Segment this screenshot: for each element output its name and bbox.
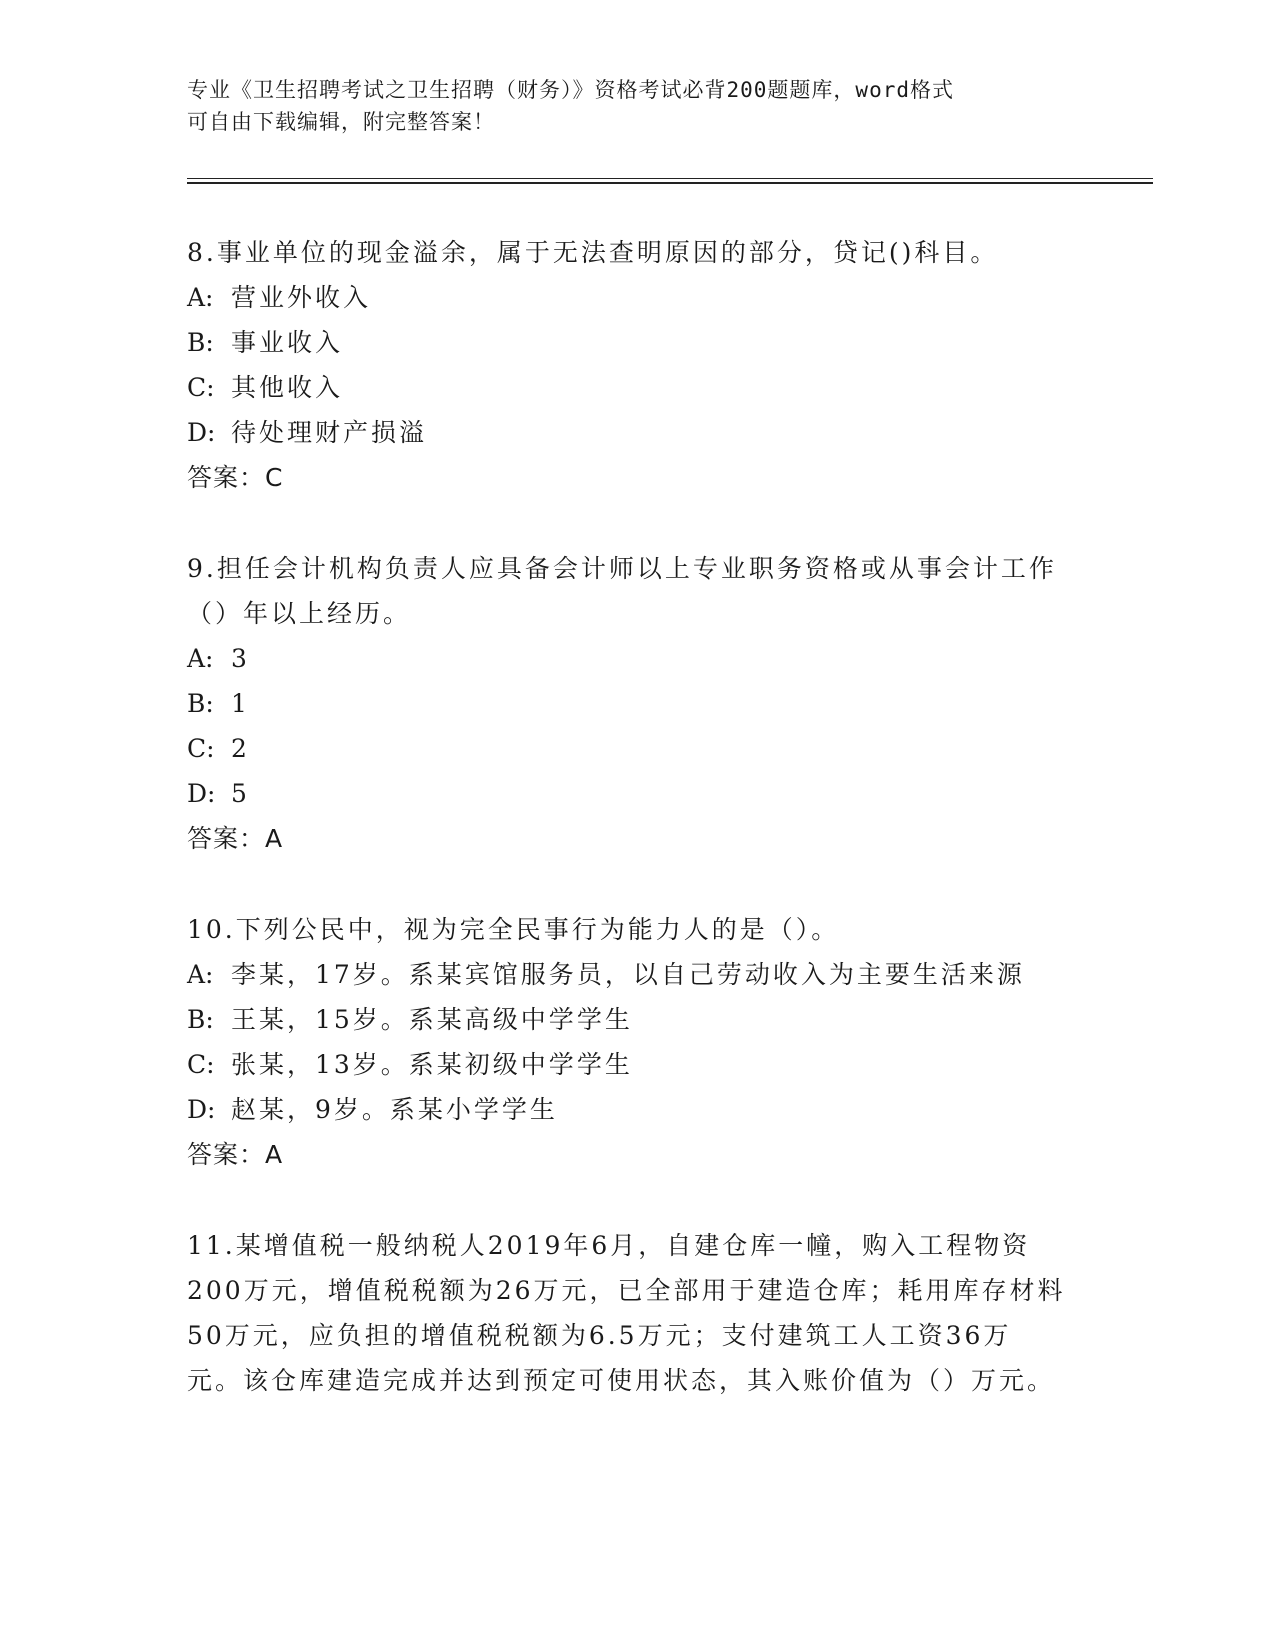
- question-item: [187, 1223, 1067, 1403]
- question-item: [187, 907, 1067, 1177]
- option-letter: C:: [187, 734, 215, 763]
- question-stem: 10.下列公民中，视为完全民事行为能力人的是（）。: [187, 915, 840, 944]
- option-b: [187, 681, 1067, 726]
- option-a: [187, 636, 1067, 681]
- option-letter: C:: [187, 1050, 215, 1079]
- option-d: [187, 771, 1067, 816]
- option-text: 待处理财产损溢: [231, 418, 428, 447]
- option-a: [187, 952, 1067, 997]
- option-letter: A:: [187, 960, 214, 989]
- document-header: [187, 74, 1067, 138]
- option-letter: A:: [187, 644, 214, 673]
- option-text: 赵某，9岁。系某小学学生: [231, 1095, 558, 1124]
- question-stem: 11.某增值税一般纳税人2019年6月，自建仓库一幢，购入工程物资200万元，增值税税额为26万元，已全部用于建造仓库；耗用库存材料50万元，应负担的增值税税额为6.5万元；支付建筑工人工资36万元。该仓库建造完成并达到预定可使用状态，其入账价值为（）万元。: [187, 1231, 1066, 1395]
- question-item: [187, 546, 1067, 861]
- option-c: [187, 365, 1067, 410]
- header-divider-thin: [187, 178, 1153, 179]
- option-text: 张某，13岁。系某初级中学学生: [231, 1050, 633, 1079]
- option-c: [187, 726, 1067, 771]
- answer-line: 答案：A: [187, 824, 284, 853]
- option-b: [187, 997, 1067, 1042]
- option-letter: B:: [187, 689, 214, 718]
- option-text: 李某，17岁。系某宾馆服务员，以自己劳动收入为主要生活来源: [231, 960, 1025, 989]
- option-c: [187, 1042, 1067, 1087]
- option-text: 1: [231, 689, 250, 718]
- option-text: 3: [231, 644, 250, 673]
- option-text: 王某，15岁。系某高级中学学生: [231, 1005, 633, 1034]
- option-d: [187, 410, 1067, 455]
- option-letter: C:: [187, 373, 215, 402]
- header-title-line-1: 专业《卫生招聘考试之卫生招聘（财务）》资格考试必背200题题库，word格式: [187, 78, 954, 102]
- question-item: [187, 230, 1067, 500]
- option-letter: B:: [187, 1005, 214, 1034]
- option-b: [187, 320, 1067, 365]
- option-text: 2: [231, 734, 250, 763]
- option-text: 营业外收入: [231, 283, 372, 312]
- question-stem: 8.事业单位的现金溢余，属于无法查明原因的部分，贷记()科目。: [187, 238, 999, 267]
- question-stem: 9.担任会计机构负责人应具备会计师以上专业职务资格或从事会计工作（）年以上经历。: [187, 554, 1057, 628]
- question-list: [187, 230, 1067, 1449]
- option-letter: D:: [187, 1095, 216, 1124]
- option-letter: B:: [187, 328, 214, 357]
- answer-line: 答案：C: [187, 463, 284, 492]
- header-title-line-2: 可自由下载编辑，附完整答案！: [187, 110, 495, 134]
- option-letter: A:: [187, 283, 214, 312]
- option-text: 5: [231, 779, 250, 808]
- header-divider-thick: [187, 182, 1153, 184]
- option-text: 其他收入: [231, 373, 344, 402]
- answer-line: 答案：A: [187, 1140, 284, 1169]
- option-a: [187, 275, 1067, 320]
- option-d: [187, 1087, 1067, 1132]
- option-letter: D:: [187, 779, 216, 808]
- option-letter: D:: [187, 418, 216, 447]
- option-text: 事业收入: [231, 328, 344, 357]
